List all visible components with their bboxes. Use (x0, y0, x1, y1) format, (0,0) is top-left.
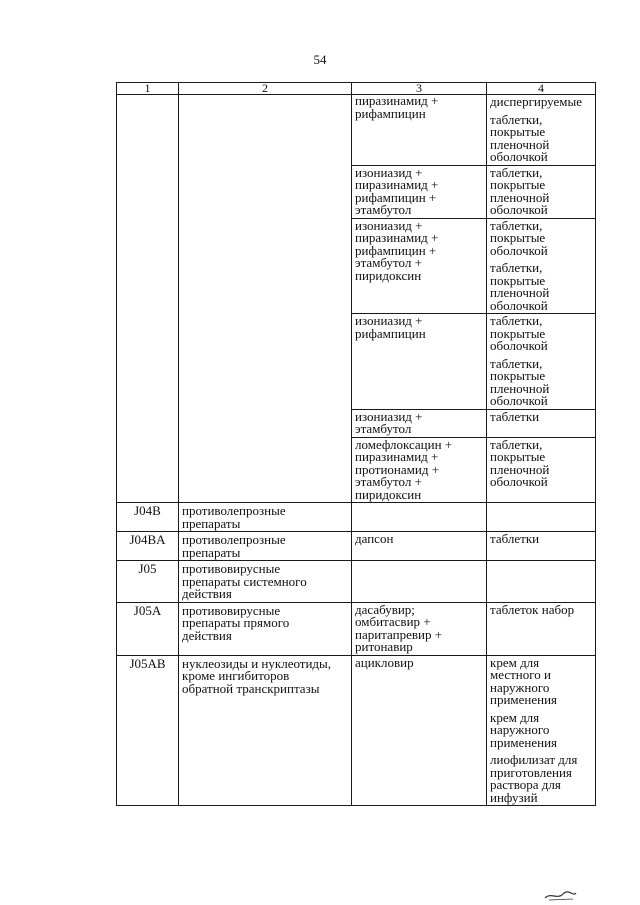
dosage-form (487, 532, 595, 547)
text-line: ритонавир (355, 639, 413, 654)
text-line: таблетки, (490, 355, 543, 371)
text-line: таблетки (490, 408, 540, 424)
text-line: этамбутол + (355, 474, 422, 489)
drug-name-cell (352, 218, 487, 314)
text-line: покрытые (490, 368, 546, 383)
table-row (117, 602, 596, 655)
text-line: пленочной (490, 285, 550, 300)
text-line: кроме ингибиторов (182, 668, 290, 683)
header-cell: 1 (117, 83, 179, 95)
text-line: крем для (490, 654, 540, 670)
text-line: таблеток набор (490, 601, 575, 617)
atc-code-cell (117, 655, 179, 806)
text-line: таблетки (490, 531, 540, 546)
text-line: этамбутол + (355, 255, 422, 270)
atc-code-cell (117, 602, 179, 655)
text-line: покрытые (490, 177, 546, 192)
text-line: паритапревир + (355, 626, 443, 642)
atc-code: J04BA (129, 532, 166, 547)
page-number: 54 (313, 52, 327, 67)
atc-code-cell (117, 95, 179, 503)
text-line: ломефлоксацин + (355, 436, 453, 452)
table-row (117, 532, 596, 561)
text-line: наружного (490, 679, 550, 695)
drug-name-cell (352, 314, 487, 410)
text-line: протионамид + (355, 461, 440, 477)
header-cell: 3 (352, 83, 487, 95)
signature-mark (543, 888, 577, 902)
dosage-form (487, 354, 595, 409)
description-cell (179, 561, 352, 603)
description-cell (179, 503, 352, 532)
text-line: таблетки, (490, 313, 543, 328)
text-line: крем для (490, 709, 540, 725)
text-line: применения (490, 692, 558, 707)
text-line: препараты прямого (182, 615, 290, 630)
dosage-form (487, 708, 595, 751)
text-line: изониазид + (355, 408, 423, 424)
text-line: ацикловир (355, 654, 414, 670)
text-line: рифампицин (355, 325, 426, 341)
dosage-form-cell (487, 437, 596, 503)
dosage-form-cell (487, 561, 596, 603)
atc-code: J05AB (129, 655, 166, 671)
text-line: лиофилизат для (490, 752, 578, 767)
description-cell (179, 95, 352, 503)
text-line: изониазид + (355, 217, 423, 233)
drug-name-cell (352, 95, 487, 166)
drug-name-cell (352, 602, 487, 655)
dosage-form (487, 258, 595, 313)
drug-table (116, 82, 596, 806)
text-line: покрытые (490, 325, 546, 341)
drug-name-cell (352, 503, 487, 532)
dosage-form-cell (487, 314, 596, 410)
text-line: покрытые (490, 124, 546, 139)
dosage-form (487, 750, 595, 805)
description-cell (179, 655, 352, 806)
dosage-form (487, 95, 595, 110)
atc-code: J05A (133, 602, 162, 618)
text-line: пленочной (490, 136, 550, 152)
text-line: противовирусные (182, 602, 281, 618)
dosage-form-cell (487, 95, 596, 166)
dosage-form (487, 656, 595, 708)
text-line: оболочкой (490, 149, 548, 164)
text-line: препараты системного (182, 573, 307, 589)
table-row (117, 561, 596, 603)
text-line: оболочкой (490, 202, 548, 217)
dosage-form (487, 166, 595, 218)
drug-name-cell (352, 561, 487, 603)
atc-code-cell (117, 561, 179, 603)
text-line: пиразинамид + (355, 230, 439, 245)
description-cell (179, 602, 352, 655)
text-line: рифампицин + (355, 242, 437, 258)
text-line: этамбутол (355, 421, 412, 436)
text-line: оболочкой (490, 393, 548, 408)
text-line: противолепрозные (182, 532, 286, 547)
text-line: оболочкой (490, 297, 548, 313)
dosage-form-cell (487, 655, 596, 806)
text-line: противовирусные (182, 561, 281, 576)
text-line: применения (490, 734, 558, 750)
drug-name-cell (352, 532, 487, 561)
drug-name-cell (352, 165, 487, 218)
dosage-form (487, 110, 595, 165)
text-line: местного и (490, 667, 551, 682)
text-line: оболочкой (490, 474, 548, 489)
atc-code-cell (117, 503, 179, 532)
table-row (117, 503, 596, 532)
header-cell: 2 (179, 83, 352, 95)
text-line: таблетки, (490, 436, 543, 452)
text-line: таблетки, (490, 164, 543, 180)
dosage-form-cell (487, 532, 596, 561)
dosage-form (487, 410, 595, 425)
text-line: наружного (490, 722, 550, 737)
atc-code: J05 (138, 561, 157, 576)
dosage-form-cell (487, 602, 596, 655)
drug-name-cell (352, 437, 487, 503)
text-line: изониазид + (355, 313, 423, 328)
text-line: противолепрозные (182, 503, 286, 518)
text-line: рифампицин + (355, 189, 437, 205)
dosage-form (487, 314, 595, 354)
text-line: дасабувир; (355, 601, 415, 617)
text-line: рифампицин (355, 105, 426, 121)
dosage-form (487, 603, 595, 618)
dosage-form-cell (487, 409, 596, 437)
text-line: пиразинамид + (355, 449, 439, 464)
dosage-form-cell (487, 218, 596, 314)
text-line: таблетки, (490, 217, 543, 233)
atc-code: J04B (134, 503, 161, 518)
text-line: оболочкой (490, 242, 548, 258)
text-line: пленочной (490, 189, 550, 205)
text-line: пленочной (490, 380, 550, 396)
text-line: пленочной (490, 461, 550, 477)
text-line: пиридоксин (355, 486, 422, 502)
text-line: омбитасвир + (355, 614, 431, 629)
text-line: пиридоксин (355, 267, 422, 283)
table-row (117, 95, 596, 166)
text-line: этамбутол (355, 202, 412, 217)
text-line: препараты (182, 544, 241, 560)
text-line: оболочкой (490, 338, 548, 353)
dosage-form-cell (487, 503, 596, 532)
drug-name-cell (352, 409, 487, 437)
text-line: приготовления (490, 764, 572, 780)
text-line: действия (182, 586, 232, 601)
text-line: диспергируемые (490, 94, 583, 109)
dosage-form (487, 438, 595, 490)
text-line: таблетки, (490, 260, 543, 275)
text-line: инфузий (490, 789, 538, 805)
text-line: раствора для (490, 777, 561, 792)
text-line: действия (182, 627, 232, 643)
text-line: препараты (182, 515, 241, 531)
text-line: пиразинамид + (355, 93, 439, 108)
dosage-form-cell (487, 165, 596, 218)
text-line: покрытые (490, 230, 546, 245)
header-cell: 4 (487, 83, 596, 95)
drug-name-cell (352, 655, 487, 806)
dosage-form (487, 219, 595, 259)
table-row (117, 655, 596, 806)
text-line: дапсон (355, 531, 394, 546)
text-line: пиразинамид + (355, 177, 439, 192)
atc-code-cell (117, 532, 179, 561)
text-line: обратной транскриптазы (182, 680, 320, 696)
text-line: таблетки, (490, 111, 543, 127)
text-line: покрытые (490, 272, 546, 288)
text-line: покрытые (490, 449, 546, 464)
text-line: изониазид + (355, 164, 423, 180)
text-line: нуклеозиды и нуклеотиды, (182, 655, 332, 671)
description-cell (179, 532, 352, 561)
